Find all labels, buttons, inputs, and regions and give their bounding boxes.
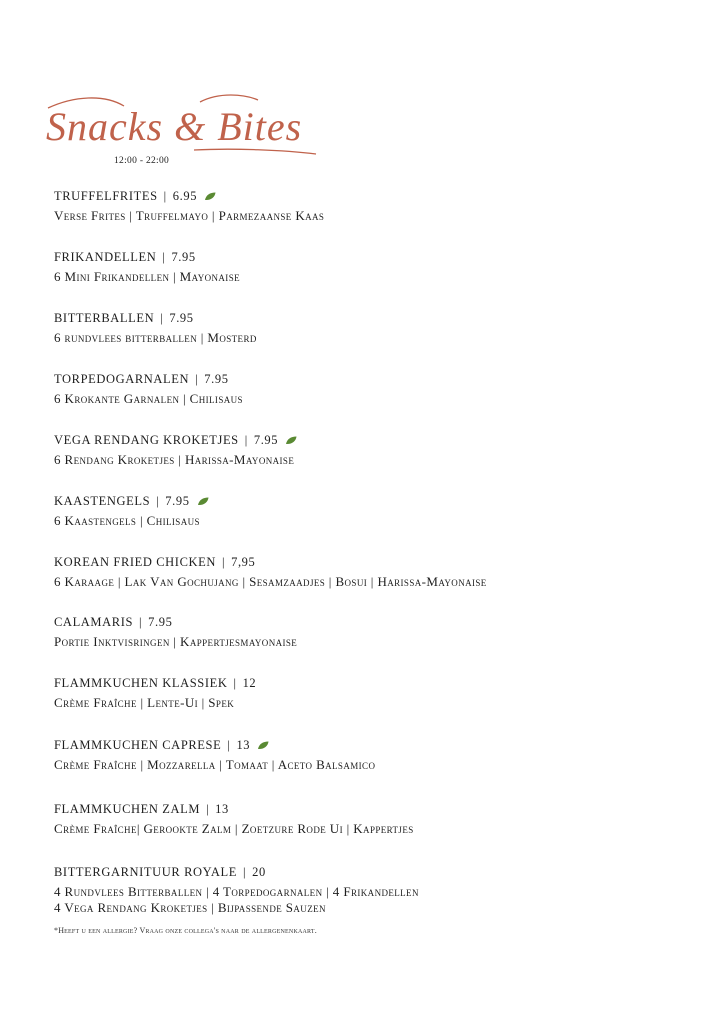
menu-item-name: KOREAN FRIED CHICKEN: [54, 555, 216, 569]
menu-item-name: FLAMMKUCHEN KLASSIEK: [54, 676, 228, 690]
menu-item-price: 7.95: [253, 433, 279, 447]
menu-item-title: [54, 675, 694, 691]
menu-item-price: 7,95: [231, 555, 256, 569]
title-text: Snacks & Bites: [46, 104, 303, 149]
menu-item-description: Crème Fraîche | Lente-Ui | Spek: [54, 695, 235, 710]
vegetarian-leaf-icon: [197, 497, 209, 506]
price-separator: |: [162, 250, 166, 264]
menu-item-title: [54, 188, 694, 204]
menu-item-price: 12: [242, 676, 257, 690]
price-separator: |: [163, 189, 167, 203]
menu-item: [54, 864, 694, 916]
menu-item-name: FLAMMKUCHEN CAPRESE: [54, 738, 222, 752]
price-separator: |: [206, 802, 210, 816]
menu-item-description: Verse Frites | Truffelmayo | Parmezaanse Kaas: [54, 208, 325, 223]
vegetarian-leaf-icon: [285, 436, 297, 445]
menu-item-description: Crème Fraîche | Mozzarella | Tomaat | Aceto Balsamico: [54, 757, 376, 772]
allergy-footnote: *Heeft u een allergie? Vraag onze collega's naar de allergenenkaart.: [54, 926, 317, 935]
menu-item: [54, 614, 694, 650]
menu-item: [54, 801, 694, 837]
menu-item-description: 6 Karaage | Lak Van Gochujang | Sesamzaadjes | Bosui | Harissa-Mayonaise: [54, 574, 487, 589]
menu-item-description: 4 Rundvlees Bitterballen | 4 Torpedogarnalen | 4 Frikandellen: [54, 884, 419, 899]
menu-item-price: 6.95: [172, 189, 198, 203]
vegetarian-leaf-icon: [257, 741, 269, 750]
menu-item-price: 7.95: [171, 250, 196, 264]
menu-item-title: [54, 310, 694, 326]
price-separator: |: [195, 372, 199, 386]
menu-item-price: 13: [236, 738, 251, 752]
price-separator: |: [139, 615, 143, 629]
menu-item-name: BITTERBALLEN: [54, 311, 155, 325]
menu-item-price: 7.95: [204, 372, 229, 386]
menu-item-title: [54, 371, 694, 387]
menu-item: [54, 371, 694, 407]
price-separator: |: [160, 311, 164, 325]
price-separator: |: [227, 738, 231, 752]
menu-item: [54, 554, 694, 590]
price-separator: |: [233, 676, 237, 690]
menu-item-title: [54, 801, 694, 817]
opening-hours: 12:00 - 22:00: [114, 156, 170, 166]
menu-item: [54, 188, 694, 224]
menu-item-name: TRUFFELFRITES: [54, 189, 158, 203]
menu-item-name: VEGA RENDANG KROKETJES: [54, 433, 239, 447]
menu-item-description: 6 Krokante Garnalen | Chilisaus: [54, 391, 243, 406]
menu-item-name: BITTERGARNITUUR ROYALE: [54, 865, 237, 879]
menu-item-price: 20: [252, 865, 266, 879]
menu-item: [54, 737, 694, 773]
menu-item: [54, 310, 694, 346]
menu-item-title: [54, 614, 694, 630]
menu-item-description: 6 rundvlees bitterballen | Mosterd: [54, 330, 257, 345]
menu-item: [54, 432, 694, 468]
menu-item-price: 13: [215, 802, 229, 816]
menu-item-title: [54, 249, 694, 265]
menu-item-title: [54, 493, 694, 509]
price-separator: |: [222, 555, 226, 569]
snacks-and-bites-title: [44, 88, 334, 168]
menu-item-description: 6 Kaastengels | Chilisaus: [54, 513, 200, 528]
menu-item-description: 6 Rendang Kroketjes | Harissa-Mayonaise: [54, 452, 295, 467]
menu-item-price: 7.95: [148, 615, 173, 629]
menu-header: [44, 88, 334, 178]
menu-item-name: CALAMARIS: [54, 615, 134, 629]
menu-item-title: [54, 432, 694, 448]
menu-item-description: 6 Mini Frikandellen | Mayonaise: [54, 269, 241, 284]
menu-item-title: [54, 554, 694, 570]
menu-item-description: 4 Vega Rendang Kroketjes | Bijpassende Sauzen: [54, 900, 326, 915]
menu-item-price: 7.95: [165, 494, 190, 508]
menu-item-name: KAASTENGELS: [54, 494, 151, 508]
price-separator: |: [156, 494, 160, 508]
menu-item-title: [54, 737, 694, 753]
menu-item-description: Portie Inktvisringen | Kappertjesmayonaise: [54, 634, 298, 649]
price-separator: |: [242, 865, 247, 879]
menu-item-name: TORPEDOGARNALEN: [54, 372, 190, 386]
menu-item-description: Crème Fraîche| Gerookte Zalm | Zoetzure Rode Ui | Kappertjes: [54, 821, 414, 836]
menu-item-name: FRIKANDELLEN: [54, 250, 157, 264]
vegetarian-leaf-icon: [204, 192, 216, 201]
menu-item: [54, 675, 694, 711]
menu-item-title: [54, 864, 694, 880]
menu-item-name: FLAMMKUCHEN ZALM: [54, 802, 201, 816]
menu-item: [54, 249, 694, 285]
menu-item: [54, 493, 694, 529]
price-separator: |: [244, 433, 248, 447]
menu-item-price: 7.95: [169, 311, 194, 325]
